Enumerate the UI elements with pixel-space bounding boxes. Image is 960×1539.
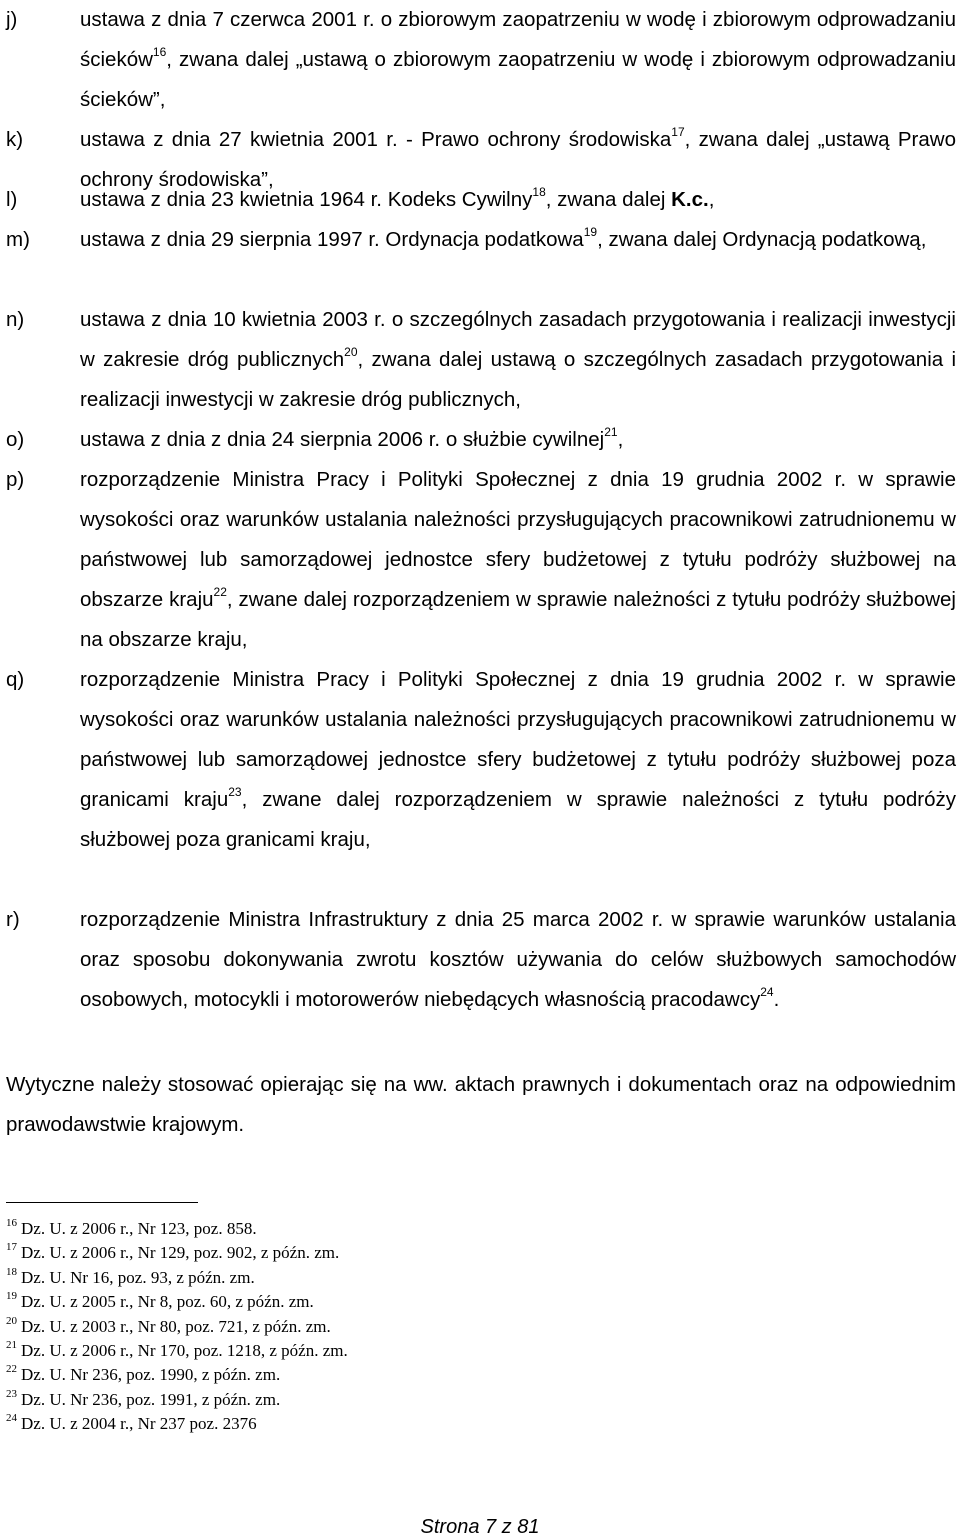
text-run: ustawa z dnia 27 kwietnia 2001 r. - Prawo ochrony środowiska xyxy=(80,128,672,151)
footnote-reference: 21 xyxy=(604,425,618,439)
text-run: , zwana dalej „ustawą Prawo ochrony środowiska”, xyxy=(80,128,956,191)
list-item-text xyxy=(80,900,956,1020)
text-run: , xyxy=(617,428,624,451)
footnote-reference: 22 xyxy=(213,585,227,599)
list-item-label: n) xyxy=(6,308,25,331)
list-item-label: q) xyxy=(6,668,25,691)
footnote-text: Dz. U. z 2004 r., Nr 237 poz. 2376 xyxy=(21,1414,257,1434)
list-item xyxy=(0,460,960,660)
footnote xyxy=(6,1266,348,1290)
footnote-number: 19 xyxy=(6,1290,17,1303)
footnote-separator xyxy=(6,1202,198,1203)
text-run: , zwana dalej Ordynacją podatkową, xyxy=(597,228,927,251)
footnote-number: 23 xyxy=(6,1387,17,1400)
text-run: ustawa z dnia 10 kwietnia 2003 r. o szczególnych zasadach przygotowania i realizacji inwestycji w zakresie dróg publicznych xyxy=(80,308,956,371)
text-run: , zwana dalej xyxy=(545,188,672,211)
list-item-label: r) xyxy=(6,908,20,931)
footnote xyxy=(6,1388,348,1412)
footnote-number: 24 xyxy=(6,1412,17,1425)
footnote-text: Dz. U. z 2006 r., Nr 123, poz. 858. xyxy=(21,1219,257,1238)
bold-text: K.c. xyxy=(671,188,709,211)
list-item-text xyxy=(80,420,956,460)
text-run: rozporządzenie Ministra Pracy i Polityki Społecznej z dnia 19 grudnia 2002 r. w sprawie wysokości oraz warunków ustalania należności przysługujących pracownikowi zatrudnionemu w państwowej lub samorządowej jednostce sfery budżetowej z tytułu podróży służbowej na obszarze kraju xyxy=(80,468,956,611)
footnote-reference: 20 xyxy=(344,345,358,359)
footnote xyxy=(6,1315,348,1339)
list-item-label: o) xyxy=(6,428,25,451)
list-item xyxy=(0,220,960,260)
list-item xyxy=(0,300,960,420)
footnote-text: Dz. U. z 2006 r., Nr 170, poz. 1218, z późn. zm. xyxy=(21,1341,348,1361)
list-item-label: m) xyxy=(6,228,30,251)
footnote xyxy=(6,1241,348,1265)
footnote xyxy=(6,1217,348,1241)
footnote-number: 22 xyxy=(6,1363,17,1376)
footnote-reference: 19 xyxy=(583,225,598,239)
text-run: . xyxy=(773,988,780,1011)
list-item-text xyxy=(80,460,956,660)
text-run: , zwana dalej „ustawą o zbiorowym zaopatrzeniu w wodę i zbiorowym odprowadzaniu ścieków”, xyxy=(80,48,956,111)
list-item-label: k) xyxy=(6,128,24,151)
list-item xyxy=(0,180,960,220)
list-item xyxy=(0,900,960,1020)
footnote-text: Dz. U. Nr 16, poz. 93, z późn. zm. xyxy=(21,1267,255,1287)
footnote-number: 18 xyxy=(6,1265,17,1278)
text-run: rozporządzenie Ministra Pracy i Polityki Społecznej z dnia 19 grudnia 2002 r. w sprawie wysokości oraz warunków ustalania należności przysługujących pracownikowi zatrudnionemu w państwowej lub samorządowej jednostce sfery budżetowej z tytułu podróży służbowej poza granicami kraju xyxy=(80,668,956,811)
footnotes-list xyxy=(6,1217,348,1437)
footnote xyxy=(6,1363,348,1387)
text-run: , zwana dalej ustawą o szczególnych zasadach przygotowania i realizacji inwestycji w zakresie dróg publicznych, xyxy=(80,348,956,411)
list-item-label: j) xyxy=(6,8,18,31)
text-run: ustawa z dnia 23 kwietnia 1964 r. Kodeks Cywilny xyxy=(80,188,533,211)
footnote-reference: 17 xyxy=(671,125,685,139)
text-run: ustawa z dnia 7 czerwca 2001 r. o zbiorowym zaopatrzeniu w wodę i zbiorowym odprowadzaniu ścieków xyxy=(80,8,956,71)
footnote-text: Dz. U. z 2005 r., Nr 8, poz. 60, z późn. zm. xyxy=(21,1292,314,1312)
footnote-reference: 24 xyxy=(760,985,774,999)
footnote xyxy=(6,1290,348,1314)
footnote-text: Dz. U. Nr 236, poz. 1991, z późn. zm. xyxy=(21,1389,281,1409)
footnote-text: Dz. U. z 2006 r., Nr 129, poz. 902, z późn. zm. xyxy=(21,1243,340,1263)
list-item xyxy=(0,0,960,120)
text-run: ustawa z dnia 29 sierpnia 1997 r. Ordynacja podatkowa xyxy=(80,228,584,251)
text-run: rozporządzenie Ministra Infrastruktury z dnia 25 marca 2002 r. w sprawie warunków ustalania oraz sposobu dokonywania zwrotu kosztów używania do celów służbowych samochodów osobowych, motocykli i motorowerów niebędących własnością pracodawcy xyxy=(80,908,956,1011)
list-item-text xyxy=(80,300,956,420)
footnote-number: 21 xyxy=(6,1339,17,1352)
footnote-reference: 23 xyxy=(228,785,242,799)
list-item-text xyxy=(80,660,956,860)
list-item-text xyxy=(80,0,956,120)
footnote-reference: 16 xyxy=(152,45,167,59)
list-item-text xyxy=(80,220,956,260)
list-item xyxy=(0,420,960,460)
list-item-text xyxy=(80,180,956,220)
footnote xyxy=(6,1412,348,1436)
list-item-label: l) xyxy=(6,188,18,211)
text-run: , zwane dalej rozporządzeniem w sprawie należności z tytułu podróży służbowej poza granicami kraju, xyxy=(80,788,956,851)
footnote-number: 16 xyxy=(6,1217,17,1229)
closing-paragraph: Wytyczne należy stosować opierając się na ww. aktach prawnych i dokumentach oraz na odpowiednim prawodawstwie krajowym. xyxy=(6,1073,956,1136)
footnote xyxy=(6,1339,348,1363)
footnote-number: 20 xyxy=(6,1314,17,1327)
list-item xyxy=(0,660,960,860)
footnote-number: 17 xyxy=(6,1241,17,1254)
footnote-reference: 18 xyxy=(532,185,546,199)
text-run: ustawa z dnia z dnia 24 sierpnia 2006 r. o służbie cywilnej xyxy=(80,428,605,451)
text-run: , xyxy=(708,188,715,211)
footnote-text: Dz. U. z 2003 r., Nr 80, poz. 721, z późn. zm. xyxy=(21,1316,331,1336)
footnote-text: Dz. U. Nr 236, poz. 1990, z późn. zm. xyxy=(21,1365,281,1385)
page-number: Strona 7 z 81 xyxy=(420,1516,540,1538)
list-item-label: p) xyxy=(6,468,25,491)
text-run: , zwane dalej rozporządzeniem w sprawie należności z tytułu podróży służbowej na obszarze kraju, xyxy=(80,588,956,651)
